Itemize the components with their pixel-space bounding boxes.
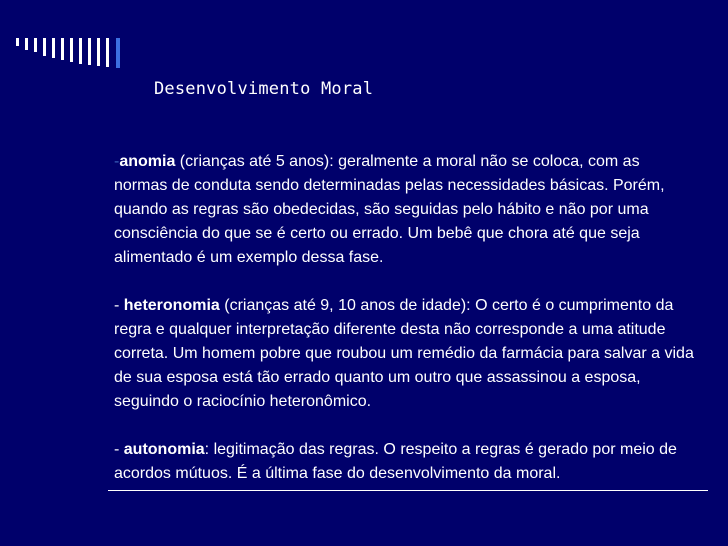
decorative-bar — [25, 38, 28, 50]
paragraph-gap — [114, 270, 694, 294]
paragraph-autonomia — [114, 438, 694, 486]
term-anomia: anomia — [119, 153, 176, 170]
paragraph-heteronomia — [114, 294, 694, 414]
term-heteronomia: heteronomia — [123, 297, 220, 314]
decorative-bars — [16, 38, 126, 68]
bullet-dash: - — [114, 297, 124, 314]
decorative-bar — [106, 38, 109, 67]
slide-body — [114, 150, 694, 486]
decorative-bar — [16, 38, 19, 46]
paragraph-anomia — [114, 150, 694, 270]
decorative-bar — [61, 38, 64, 60]
paragraph-gap — [114, 414, 694, 438]
paragraph-text: : legitimação das regras. O respeito a regras é gerado por meio de acordos mútuos. É a última fase do desenvolvimento da moral. — [114, 441, 677, 482]
decorative-bar — [97, 38, 100, 66]
decorative-bar — [79, 38, 82, 64]
decorative-bar — [34, 38, 37, 52]
bullet-dash: - — [114, 153, 120, 170]
decorative-bar — [88, 38, 91, 65]
decorative-bar — [70, 38, 73, 62]
paragraph-text: (crianças até 5 anos): geralmente a moral não se coloca, com as normas de conduta sendo determinadas pelas necessidades básicas. Porém, quando as regras são obedecidas, são seguidas pelo hábito e não por uma consciência do que se é certo ou errado. Um bebê que chora até que seja alimentado é um exemplo dessa fase. — [114, 153, 665, 266]
term-autonomia: autonomia — [123, 441, 205, 458]
decorative-bar — [43, 38, 46, 56]
decorative-bar-accent — [116, 38, 120, 68]
slide-title: Desenvolvimento Moral — [154, 79, 374, 99]
paragraph-text: (crianças até 9, 10 anos de idade): O certo é o cumprimento da regra e qualquer interpretação diferente desta não corresponde a uma atitude correta. Um homem pobre que roubou um remédio da farmácia para salvar a vida de sua esposa está tão errado quanto um outro que assassinou a esposa, seguindo o raciocínio heteronômico. — [114, 297, 694, 410]
decorative-bar — [52, 38, 55, 58]
bullet-dash: - — [114, 441, 124, 458]
bottom-divider — [108, 490, 708, 491]
